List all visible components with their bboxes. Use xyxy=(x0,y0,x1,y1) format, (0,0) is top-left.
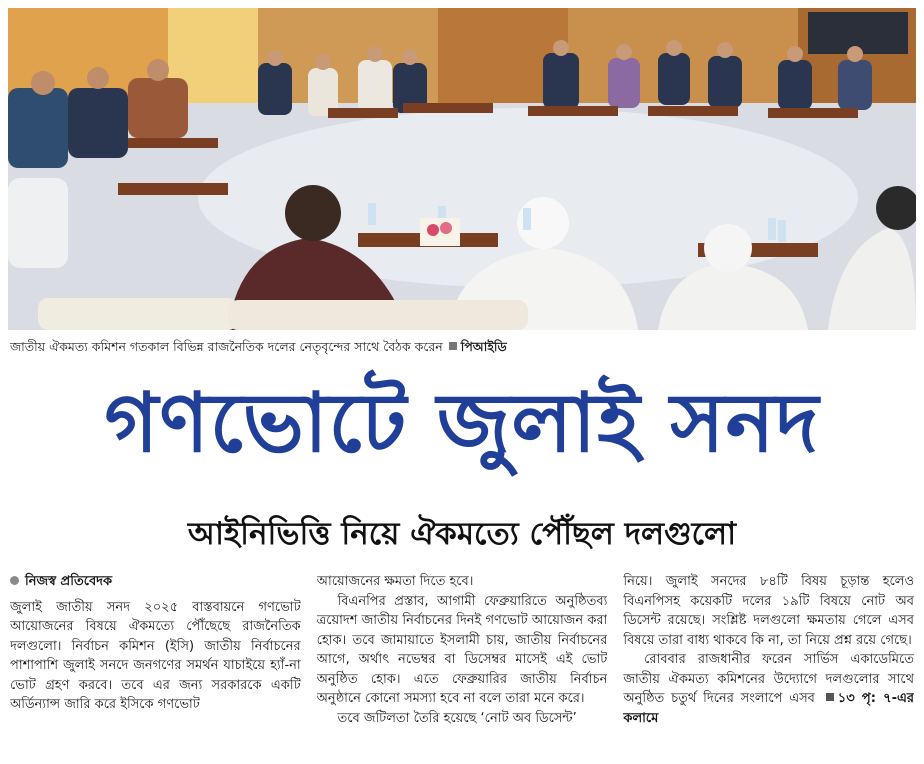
caption-text: জাতীয় ঐকমত্য কমিশন গতকাল বিভিন্ন রাজনৈতিক দলের নেতৃবৃন্দের সাথে বৈঠক করেন xyxy=(10,339,443,354)
photo-credit: পিআইডি xyxy=(460,339,507,354)
paragraph: বিএনপির প্রস্তাব, আগামী ফেব্রুয়ারিতে অনুষ্ঠিতব্য ত্রয়োদশ জাতীয় নির্বাচনের দিনই গণভোট আয়োজন করা হোক। তবে জামায়াতে ইসলামী চায়, জাতীয় নির্বাচনের আগে, অর্থাৎ নভেম্বর বা ডিসেম্বর মাসেই এই ভোট অনুষ্ঠিত হোক। এতে ফেব্রুয়ারির জাতীয় নির্বাচন অনুষ্ঠানে কোনো সমস্যা হবে না বলে তারা মনে করে। xyxy=(316,593,608,706)
headline: গণভোটে জুলাই সনদ xyxy=(104,376,820,471)
article-column-2 xyxy=(317,572,608,758)
byline-text: নিজস্ব প্রতিবেদক xyxy=(25,574,113,589)
paragraph-text: রোববার রাজধানীর ফরেন সার্ভিস একাডেমিতে জাতীয় ঐকমত্য কমিশনের উদ্যোগে দলগুলোর সাথে অনুষ্ঠিত চতুর্থ দিনের সংলাপে এসব xyxy=(623,652,915,706)
byline xyxy=(10,572,301,592)
paragraph xyxy=(623,650,914,728)
paragraph: নিয়ে। জুলাই সনদের ৮৪টি বিষয় চূড়ান্ত হলেও বিএনপিসহ কয়েকটি দলের ১৯টি বিষয়ে নোট অব ডিসেন্ট রয়েছে। সংশ্লিষ্ট দলগুলো ক্ষমতায় গেলে এসব বিষয়ে তারা বাধ্য থাকবে কি না, তা নিয়ে প্রশ্ন রয়ে গেছে। xyxy=(623,574,915,648)
paragraph: আয়োজনের ক্ষমতা দিতে হবে। xyxy=(316,574,474,589)
article-column-3 xyxy=(623,572,914,758)
square-bullet-icon xyxy=(449,342,457,350)
meeting-photo xyxy=(8,8,916,330)
subheadline: আইনিভিত্তি নিয়ে ঐকমত্যে পৌঁছল দলগুলো xyxy=(187,516,737,552)
continued-on-text: ১৩ পৃ: ৭-এর কলামে xyxy=(623,691,915,726)
paragraph: জুলাই জাতীয় সনদ ২০২৫ বাস্তবায়নে গণভোট আয়োজনের বিষয়ে ঐকমত্যে পৌঁছেছে রাজনৈতিক দলগুলো। নির্বাচন কমিশন (ইসি) জাতীয় নির্বাচনের পাশাপাশি জুলাই সনদে জনগণের সমর্থন যাচাইয়ে হ্যাঁ-না ভোট গ্রহণ করবে। তবে এর জন্য সরকারকে একটি অর্ডিন্যান্স জারি করে ইসিকে গণভোট xyxy=(10,599,301,712)
paragraph: তবে জটিলতা তৈরি হয়েছে ‘নোট অব ডিসেন্ট’ xyxy=(337,710,577,726)
article-column-1 xyxy=(10,572,301,758)
photo-caption xyxy=(10,338,914,356)
article-body xyxy=(10,572,914,758)
bullet-dot-icon xyxy=(10,576,19,585)
square-bullet-icon xyxy=(826,693,834,701)
